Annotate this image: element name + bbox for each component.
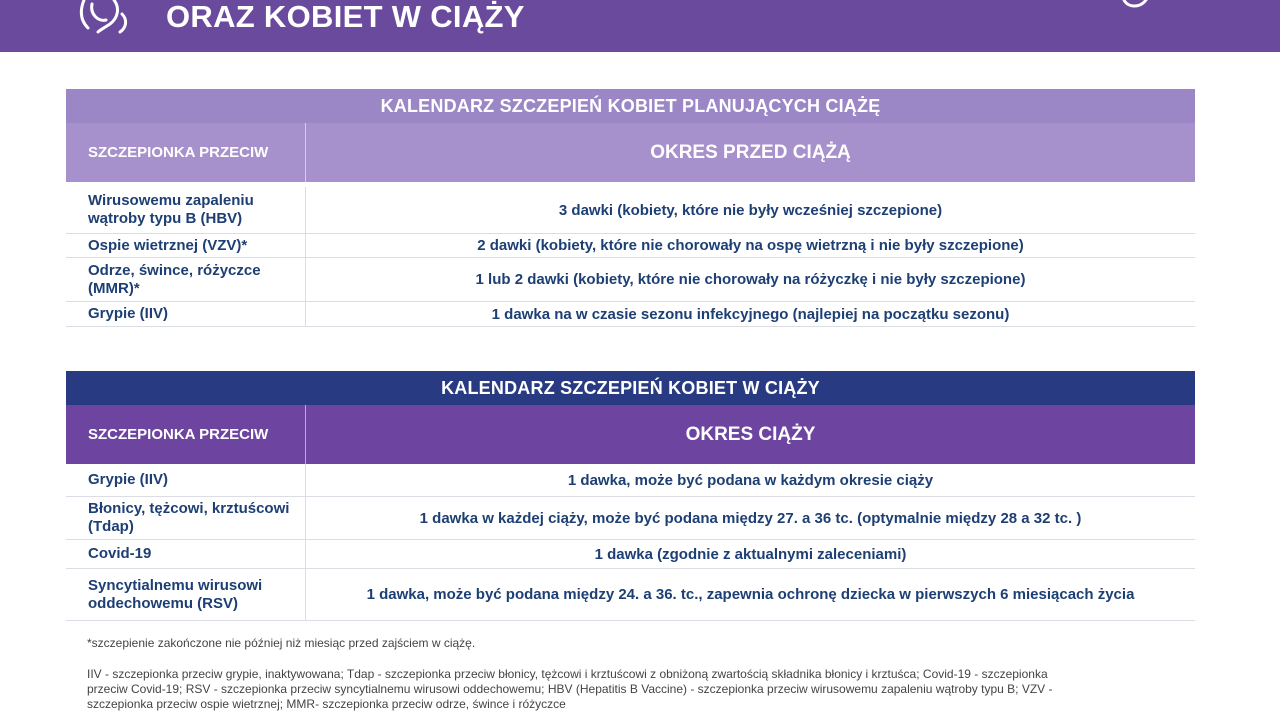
vaccine-cell: Covid-19 <box>66 540 306 568</box>
abbreviations-legend: IIV - szczepionka przeciw grypie, inaktywowana; Tdap - szczepionka przeciw błonicy, tężcowi i krztuścowi z obniżoną zwartością składnika błonicy i krztuśca; Covid-19 - szczepionka przeciw Covid-19; RSV - szczepionka przeciw syncytialnemu wirusowi oddechowemu; HBV (Hepatitis B Vaccine) - szczepionka przeciw wirusowemu zapaleniu wątroby typu B; VZV - szczepionka przeciw ospie wietrznej; MMR- szczepionka przeciw odrze, śwince i różyczce <box>87 667 1053 711</box>
column-header-period: OKRES CIĄŻY <box>685 423 816 445</box>
table-body <box>66 187 1195 327</box>
top-banner <box>0 0 1280 52</box>
pre-pregnancy-vaccination-table <box>66 89 1195 327</box>
mother-child-icon <box>74 0 134 36</box>
table-caption: KALENDARZ SZCZEPIEŃ KOBIET W CIĄŻY <box>66 371 1195 405</box>
table-row <box>66 540 1195 569</box>
table-header-row <box>66 405 1195 464</box>
pregnancy-vaccination-table <box>66 371 1195 621</box>
table-row <box>66 569 1195 621</box>
table-row <box>66 464 1195 497</box>
schedule-cell: 2 dawki (kobiety, które nie chorowały na ospę wietrzną i nie były szczepione) <box>477 237 1024 254</box>
table-row <box>66 497 1195 540</box>
table-header-row <box>66 123 1195 182</box>
vaccine-cell: Ospie wietrznej (VZV)* <box>66 234 306 257</box>
column-header-vaccine: SZCZEPIONKA PRZECIW <box>66 123 306 182</box>
schedule-cell: 1 dawka (zgodnie z aktualnymi zaleceniami) <box>594 545 907 563</box>
schedule-cell: 1 lub 2 dawki (kobiety, które nie chorowały na różyczkę i nie były szczepione) <box>475 271 1026 288</box>
schedule-cell: 1 dawka w każdej ciąży, może być podana między 27. a 36 tc. (optymalnie między 28 a 32 tc. ) <box>419 509 1082 527</box>
table-row <box>66 258 1195 302</box>
page-title: ORAZ KOBIET W CIĄŻY <box>166 0 525 34</box>
vaccine-cell: Grypie (IIV) <box>66 464 306 496</box>
schedule-cell: 1 dawka, może być podana między 24. a 36. tc., zapewnia ochronę dziecka w pierwszych 6 miesiącach życia <box>366 586 1135 603</box>
schedule-cell: 1 dawka, może być podana w każdym okresie ciąży <box>567 471 934 489</box>
table-row <box>66 187 1195 234</box>
schedule-cell: 3 dawki (kobiety, które nie były wcześniej szczepione) <box>558 201 943 219</box>
schedule-cell: 1 dawka na w czasie sezonu infekcyjnego (najlepiej na początku sezonu) <box>491 305 1010 323</box>
table-row <box>66 302 1195 327</box>
column-header-vaccine: SZCZEPIONKA PRZECIW <box>66 405 306 464</box>
table-row <box>66 234 1195 258</box>
table-caption: KALENDARZ SZCZEPIEŃ KOBIET PLANUJĄCYCH CIĄŻĘ <box>66 89 1195 123</box>
column-header-period: OKRES PRZED CIĄŻĄ <box>650 141 851 163</box>
footnote: *szczepienie zakończone nie później niż miesiąc przed zajściem w ciążę. <box>87 636 476 650</box>
decorative-icon <box>1122 0 1148 8</box>
vaccine-cell: Syncytialnemu wirusowi oddechowemu (RSV) <box>66 569 306 620</box>
vaccine-cell: Wirusowemu zapaleniu wątroby typu B (HBV) <box>66 187 306 233</box>
vaccine-cell: Błonicy, tężcowi, krztuścowi (Tdap) <box>66 497 306 539</box>
vaccine-cell: Grypie (IIV) <box>66 302 306 326</box>
vaccine-cell: Odrze, śwince, różyczce (MMR)* <box>66 258 306 301</box>
table-body <box>66 464 1195 621</box>
